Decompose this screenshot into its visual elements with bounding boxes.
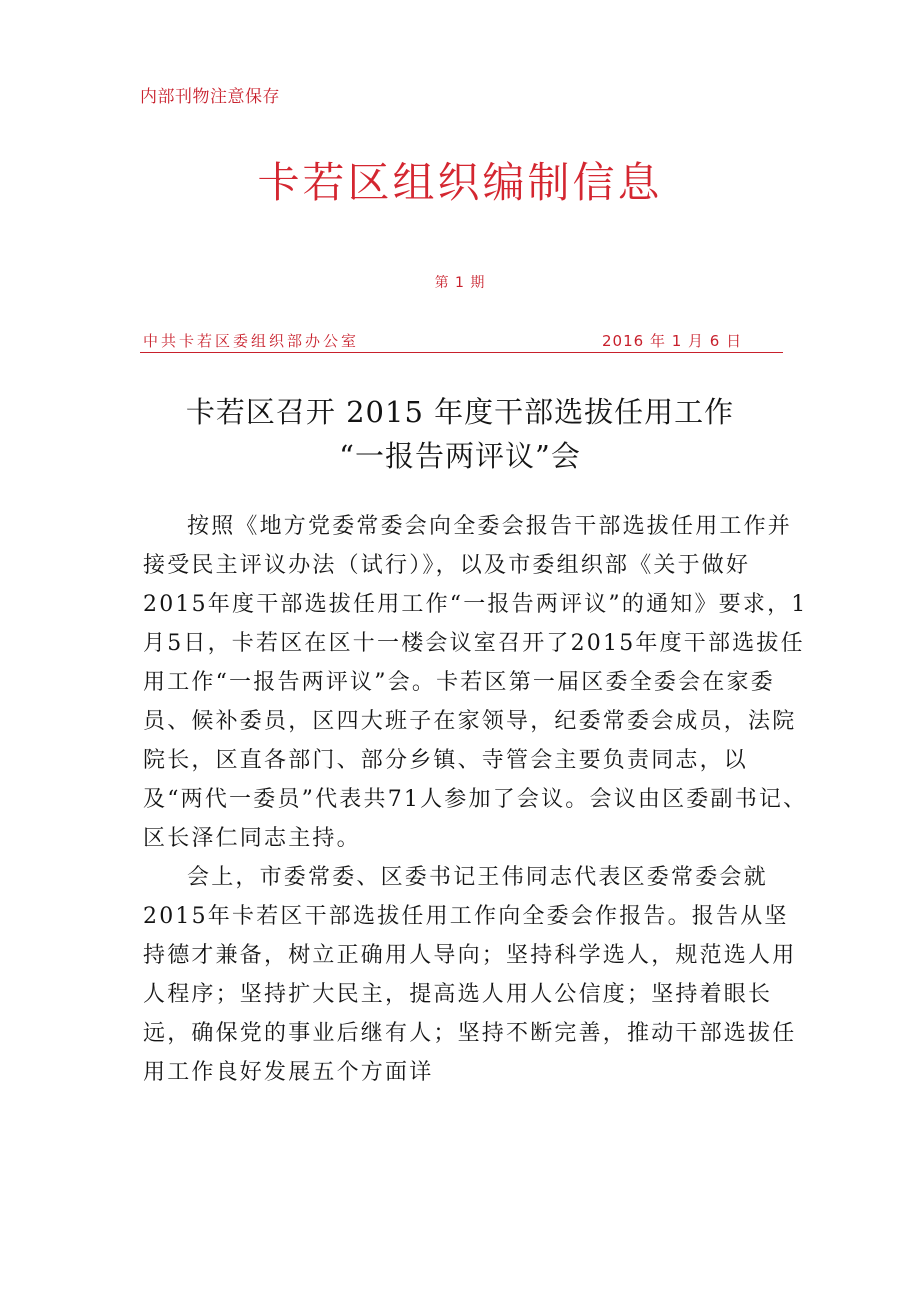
article-title-line-1: 卡若区召开 2015 年度干部选拔任用工作	[185, 395, 735, 429]
body-paragraph-2: 会上，市委常委、区委书记王伟同志代表区委常委会就2015年卡若区干部选拔任用工作向全委会作报告。报告从坚持德才兼备，树立正确用人导向；坚持科学选人，规范选人用人程序；坚持扩大民主，提高选人用人公信度；坚持着眼长远，确保党的事业后继有人；坚持不断完善，推动干部选拔任用工作良好发展五个方面详	[143, 865, 797, 1085]
internal-publication-note: 内部刊物注意保存	[140, 87, 280, 107]
issue-number: 第 1 期	[434, 275, 486, 291]
article-title	[0, 390, 920, 478]
publication-masthead: 卡若区组织编制信息	[257, 158, 663, 207]
body-paragraph-1: 按照《地方党委常委会向全委会报告干部选拔任用工作并接受民主评议办法（试行）》，以及市委组织部《关于做好2015年度干部选拔任用工作“一报告两评议”的通知》要求，1月5日，卡若区在区十一楼会议室召开了2015年度干部选拔任用工作“一报告两评议”会。卡若区第一届区委全委会在家委员、候补委员，区四大班子在家领导，纪委常委会成员，法院院长，区直各部门、部分乡镇、寺管会主要负责同志，以及“两代一委员”代表共71人参加了会议。会议由区委副书记、区长泽仁同志主持。	[143, 514, 808, 851]
issuer-rule	[140, 330, 783, 353]
article-body	[143, 507, 809, 1092]
article-title-line-2: “一报告两评议”会	[339, 439, 581, 473]
issuer-name: 中共卡若区委组织部办公室	[143, 332, 360, 350]
issue-date: 2016 年 1 月 6 日	[602, 332, 743, 350]
